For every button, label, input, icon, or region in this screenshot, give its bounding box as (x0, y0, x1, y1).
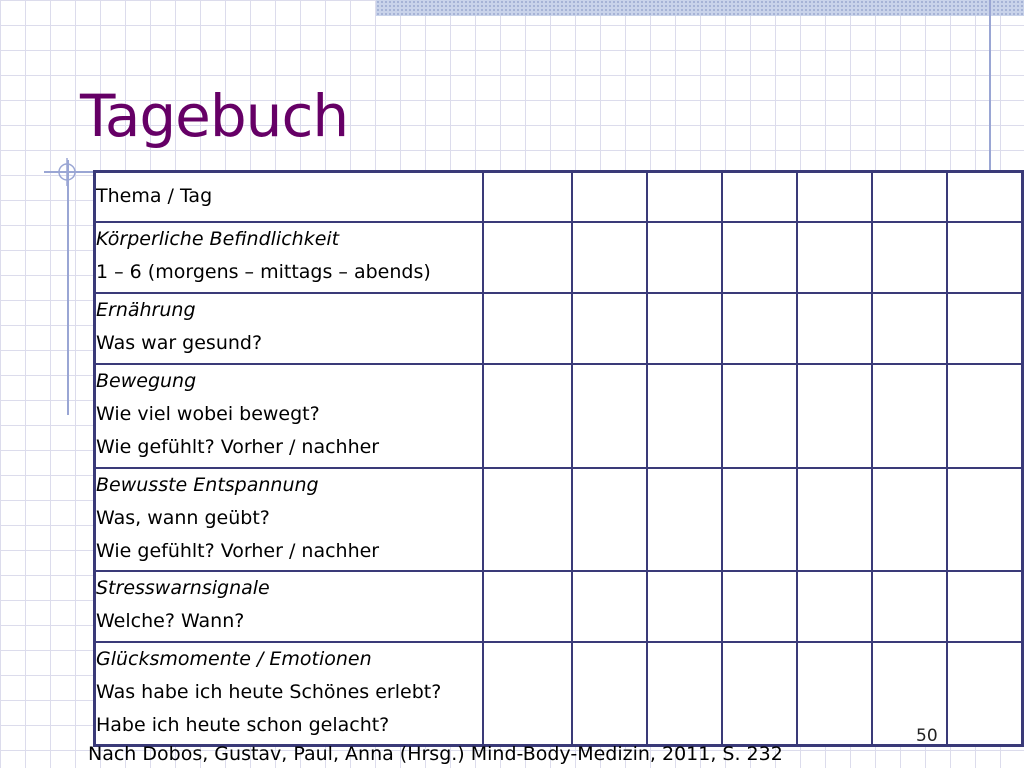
day-cell[interactable] (572, 571, 647, 642)
day-cell[interactable] (947, 293, 1022, 364)
row-question: Wie viel wobei bewegt? (96, 402, 320, 425)
row-question: Habe ich heute schon gelacht? (96, 713, 390, 736)
day-cell[interactable] (572, 172, 647, 222)
day-cell[interactable] (722, 293, 797, 364)
row-label-cell (95, 364, 483, 468)
day-cell[interactable] (483, 642, 573, 746)
day-cell[interactable] (722, 222, 797, 293)
day-cell[interactable] (797, 172, 872, 222)
day-cell[interactable] (483, 468, 573, 571)
day-cell[interactable] (947, 468, 1022, 571)
day-cell[interactable] (647, 364, 722, 468)
row-label-cell (95, 293, 483, 364)
day-cell[interactable] (722, 364, 797, 468)
day-cell[interactable] (872, 364, 947, 468)
row-question: Welche? Wann? (96, 609, 245, 632)
source-citation: Nach Dobos, Gustav, Paul, Anna (Hrsg.) Mind-Body-Medizin, 2011, S. 232 (88, 743, 783, 765)
day-cell[interactable] (722, 172, 797, 222)
row-topic: Körperliche Befindlichkeit (96, 227, 340, 250)
day-cell[interactable] (647, 468, 722, 571)
day-cell[interactable] (722, 468, 797, 571)
row-question: Was, wann geübt? (96, 506, 270, 529)
day-cell[interactable] (797, 571, 872, 642)
row-question: Was war gesund? (96, 331, 263, 354)
header-decoration-band (376, 0, 1024, 16)
row-topic: Glücksmomente / Emotionen (96, 647, 372, 670)
day-cell[interactable] (947, 364, 1022, 468)
diary-table (93, 170, 1024, 747)
row-topic: Bewusste Entspannung (96, 473, 319, 496)
day-cell[interactable] (483, 364, 573, 468)
day-cell[interactable] (647, 222, 722, 293)
day-cell[interactable] (722, 642, 797, 746)
day-cell[interactable] (572, 468, 647, 571)
table-header-row (95, 172, 1023, 222)
table-row (95, 571, 1023, 642)
day-cell[interactable] (947, 642, 1022, 746)
crosshair-circle-icon (48, 158, 78, 186)
header-cell-topic-day: Thema / Tag (95, 172, 483, 222)
day-cell[interactable] (872, 222, 947, 293)
row-question: 1 – 6 (morgens – mittags – abends) (96, 260, 431, 283)
day-cell[interactable] (483, 571, 573, 642)
day-cell[interactable] (572, 642, 647, 746)
day-cell[interactable] (872, 172, 947, 222)
day-cell[interactable] (872, 293, 947, 364)
row-label-cell (95, 571, 483, 642)
row-topic: Bewegung (96, 369, 197, 392)
day-cell[interactable] (947, 172, 1022, 222)
table-row (95, 468, 1023, 571)
day-cell[interactable] (872, 468, 947, 571)
day-cell[interactable] (572, 222, 647, 293)
day-cell[interactable] (572, 293, 647, 364)
day-cell[interactable] (797, 642, 872, 746)
day-cell[interactable] (647, 642, 722, 746)
day-cell[interactable] (722, 571, 797, 642)
day-cell[interactable] (647, 172, 722, 222)
day-cell[interactable] (483, 222, 573, 293)
table-row (95, 293, 1023, 364)
table-row (95, 642, 1023, 746)
row-label-cell (95, 222, 483, 293)
row-topic: Stresswarnsignale (96, 576, 270, 599)
row-question: Wie gefühlt? Vorher / nachher (96, 539, 380, 562)
table-row (95, 364, 1023, 468)
day-cell[interactable] (483, 293, 573, 364)
day-cell[interactable] (647, 293, 722, 364)
day-cell[interactable] (647, 571, 722, 642)
row-topic: Ernährung (96, 298, 196, 321)
row-question: Wie gefühlt? Vorher / nachher (96, 435, 380, 458)
day-cell[interactable] (947, 222, 1022, 293)
row-question: Was habe ich heute Schönes erlebt? (96, 680, 442, 703)
decorative-left-line (67, 160, 69, 415)
slide-title: Tagebuch (80, 82, 349, 150)
day-cell[interactable] (797, 293, 872, 364)
row-label-cell (95, 642, 483, 746)
day-cell[interactable] (797, 468, 872, 571)
table-row (95, 222, 1023, 293)
day-cell[interactable] (797, 364, 872, 468)
day-cell[interactable] (947, 571, 1022, 642)
page-number: 50 (916, 726, 938, 746)
day-cell[interactable] (483, 172, 573, 222)
day-cell[interactable] (572, 364, 647, 468)
row-label-cell (95, 468, 483, 571)
day-cell[interactable] (797, 222, 872, 293)
day-cell[interactable] (872, 571, 947, 642)
